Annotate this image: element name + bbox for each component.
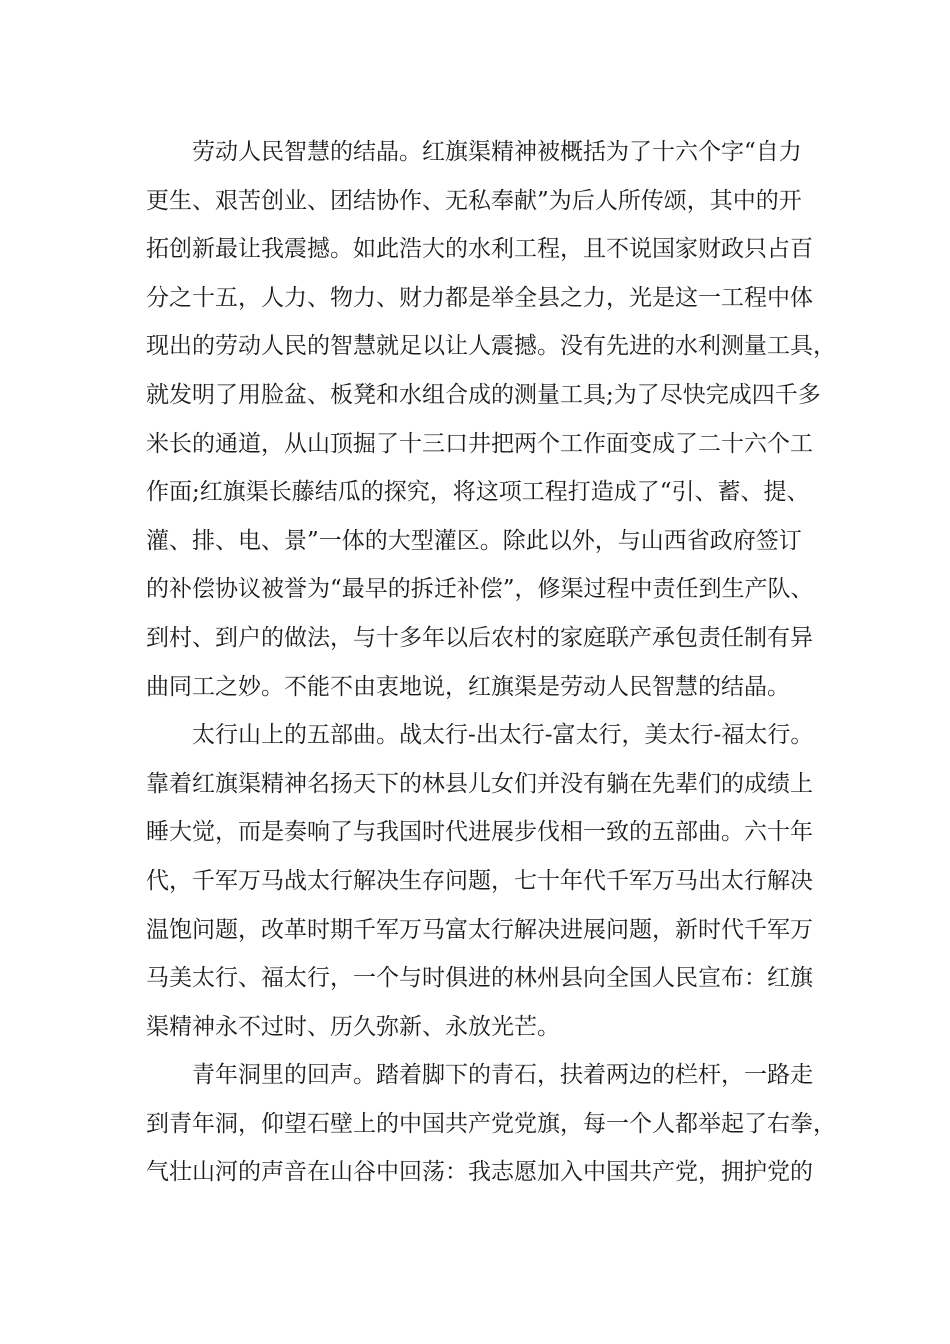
text-line: 分之十五，人力、物力、财力都是举全县之力，光是这一工程中体: [146, 284, 813, 311]
text-line: 气壮山河的声音在山谷中回荡：我志愿加入中国共产党，拥护党的: [146, 1159, 813, 1186]
text-line: 靠着红旗渠精神名扬天下的林县儿女们并没有躺在先辈们的成绩上: [146, 770, 813, 797]
paragraph-youth-cave: [146, 1051, 836, 1197]
text-line: 灌、排、电、景”一体的大型灌区。除此以外，与山西省政府签订: [146, 527, 802, 554]
text-line: 到青年洞，仰望石壁上的中国共产党党旗，每一个人都举起了右拳，: [146, 1110, 836, 1137]
text-line: 青年洞里的回声。踏着脚下的青石，扶着两边的栏杆，一路走: [192, 1062, 813, 1089]
text-line: 的补偿协议被誉为“最早的拆迁补偿”，修渠过程中责任到生产队、: [146, 576, 814, 603]
paragraph-five-movements: [146, 711, 826, 1051]
text-line: 睡大觉，而是奏响了与我国时代进展步伐相一致的五部曲。六十年: [146, 819, 813, 846]
text-line: 代，千军万马战太行解决生存问题，七十年代千军万马出太行解决: [146, 867, 813, 894]
text-line: 到村、到户的做法，与十多年以后农村的家庭联产承包责任制有异: [146, 624, 813, 651]
text-line: 现出的劳动人民的智慧就足以让人震撼。没有先进的水利测量工具，: [146, 333, 836, 360]
paragraph-wisdom: [146, 128, 836, 711]
text-line: 曲同工之妙。不能不由衷地说，红旗渠是劳动人民智慧的结晶。: [146, 673, 790, 700]
document-body: [146, 128, 836, 1197]
text-line: 更生、艰苦创业、团结协作、无私奉献”为后人所传颂，其中的开: [146, 187, 802, 214]
text-line: 就发明了用脸盆、板凳和水组合成的测量工具;为了尽快完成四千多: [146, 381, 821, 408]
text-line: 马美太行、福太行，一个与时俱进的林州县向全国人民宣布：红旗: [146, 965, 813, 992]
text-line: 温饱问题，改革时期千军万马富太行解决进展问题，新时代千军万: [146, 916, 813, 943]
text-line: 劳动人民智慧的结晶。红旗渠精神被概括为了十六个字“自力: [192, 139, 802, 165]
text-line: 太行山上的五部曲。战太行-出太行-富太行，美太行-福太行。: [192, 722, 814, 749]
text-line: 渠精神永不过时、历久弥新、永放光芒。: [146, 1013, 560, 1040]
text-line: 作面;红旗渠长藤结瓜的探究，将这项工程打造成了“引、蓄、提、: [146, 479, 810, 506]
text-line: 米长的通道，从山顶掘了十三口井把两个工作面变成了二十六个工: [146, 430, 813, 457]
text-line: 拓创新最让我震撼。如此浩大的水利工程，且不说国家财政只占百: [146, 236, 813, 263]
